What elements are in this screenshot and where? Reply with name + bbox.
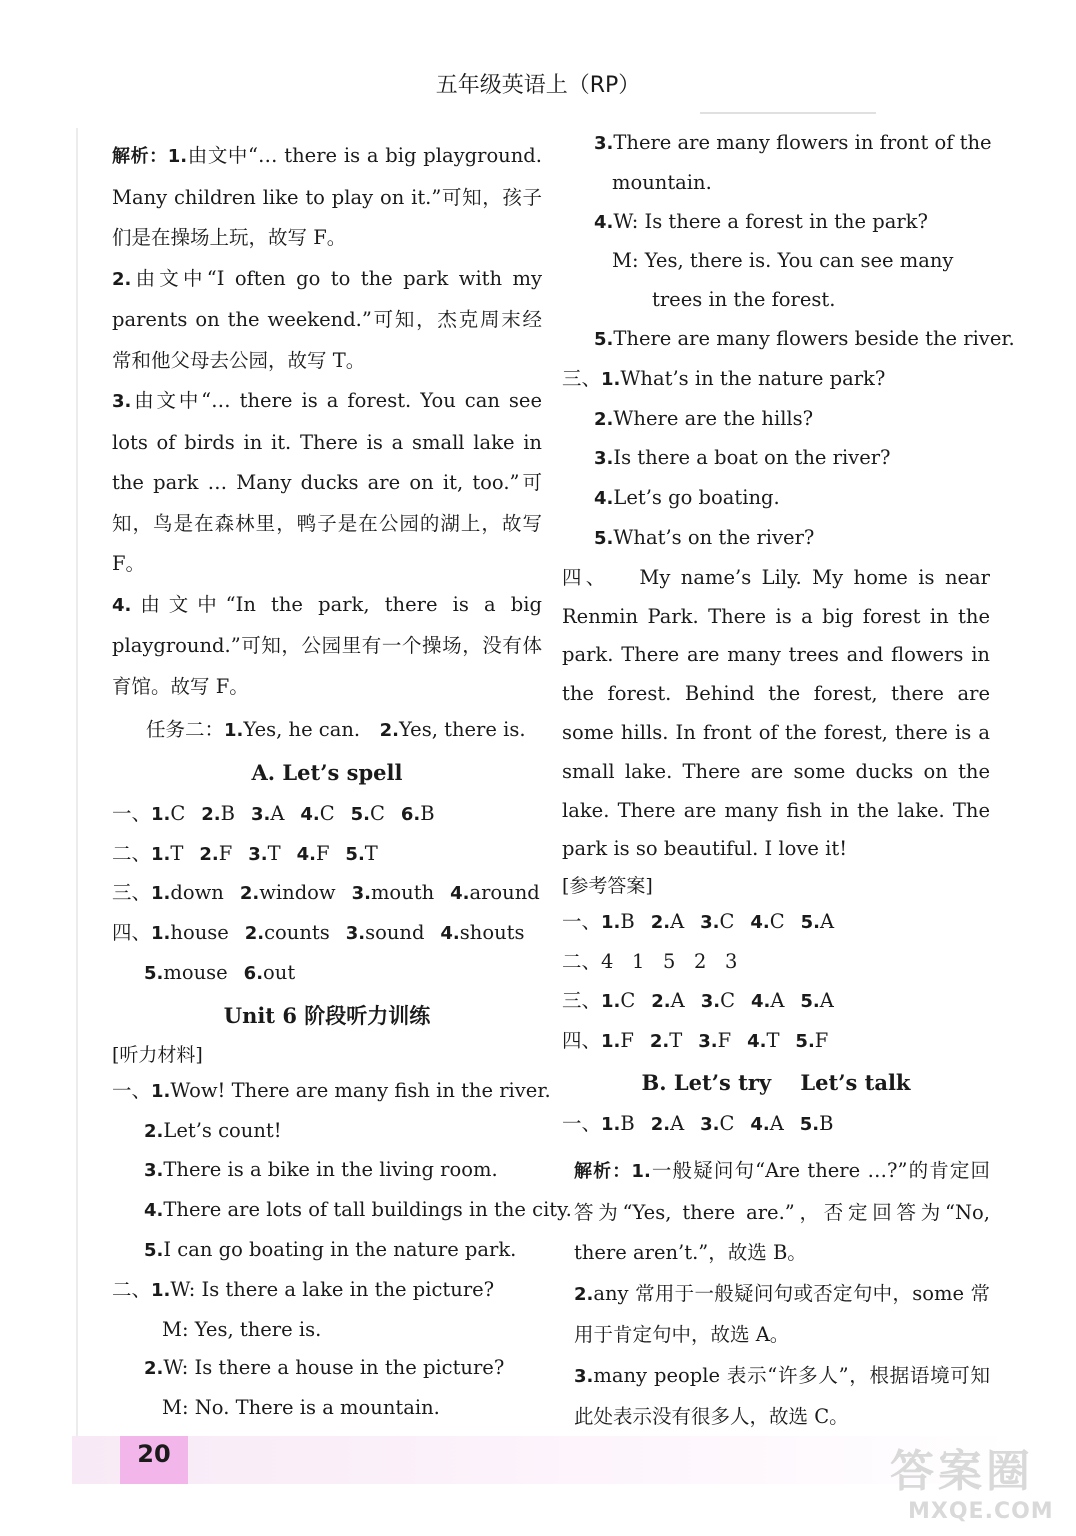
analysis-text: 由文中“… there is a forest. You can see lots of birds in it. There is a small lake in the park … Many ducks are on it, too.”可知，鸟是在森林里，鸭子是在公园的湖上，故写 F。 (112, 389, 542, 575)
line-text: mountain. (612, 170, 712, 194)
text-line (112, 1151, 542, 1191)
item-number: 2. (379, 720, 399, 741)
item-answer: A (770, 988, 785, 1012)
analysis-paragraph (112, 259, 542, 382)
item-number: 3. (351, 883, 371, 905)
item-answer: A (670, 910, 685, 934)
answer-row (112, 954, 542, 994)
item-number: 4. (594, 211, 614, 233)
line-text: W: Is there a forest in the park? (613, 209, 928, 233)
section-heading-unit-6: Unit 6 阶段听力训练 (223, 1002, 431, 1028)
row-label: 二、 (112, 1277, 152, 1301)
item-number: 5. (144, 1239, 164, 1261)
item-answer: C (319, 801, 335, 825)
item-answer: window (259, 881, 336, 905)
item-number: 1. (224, 720, 244, 741)
line-text: What’s on the river? (613, 525, 815, 549)
answer-row (112, 835, 542, 875)
analysis-paragraph (112, 585, 542, 708)
analysis-text: 由文中“I often go to the park with my parents on the weekend.”可知，杰克周末经常和他父母去公园，故写 T。 (112, 266, 542, 372)
reference-answer-label: [参考答案] (562, 875, 653, 898)
text-line (112, 1191, 572, 1231)
item-answer: Yes, there is. (399, 718, 526, 741)
item-number: 1. (601, 1030, 621, 1052)
analysis-paragraph (112, 381, 542, 585)
line-text: Let’s go boating. (613, 486, 780, 510)
line-text: There are many flowers beside the river. (613, 326, 1015, 350)
watermark-title: 答案圈 (890, 1446, 1034, 1497)
item-number: 3. (144, 1160, 164, 1182)
analysis-text: 由文中“… there is a big playground. Many children like to play on it.”可知，孩子们是在操场上玩，故写 F。 (112, 144, 542, 249)
item-answer: A (270, 801, 285, 825)
item-answer: F (814, 1028, 829, 1052)
item-answer: B (620, 1112, 635, 1136)
item-number: 1. (151, 843, 171, 865)
item-number: 2. (112, 268, 132, 290)
section-heading-lets-try-talk: B. Let’s try Let’s talk (641, 1070, 911, 1096)
item-number: 4. (750, 1114, 770, 1136)
analysis-paragraph (574, 1274, 990, 1356)
line-text: M: Yes, there is. (162, 1317, 322, 1341)
item-number: 3. (112, 391, 132, 412)
item-answer: F (620, 1028, 634, 1052)
row-label: 一、 (112, 801, 152, 825)
item-answer: counts (264, 921, 330, 945)
text-line (112, 1389, 542, 1428)
item-number: 1. (151, 803, 171, 825)
item-number: 4. (112, 594, 132, 616)
text-line (112, 1349, 542, 1389)
text-line (112, 1311, 542, 1350)
row-label: 二、 (562, 949, 602, 973)
row-label: 二、 (112, 841, 152, 865)
item-answer: A (769, 1112, 784, 1136)
item-answer: out (263, 960, 296, 984)
page-header: 五年级英语上（RP） (435, 73, 641, 98)
task-two-label: 任务二： (146, 718, 225, 741)
answer-row (112, 795, 542, 835)
analysis-paragraph (112, 136, 542, 259)
item-number: 5. (800, 912, 820, 934)
item-answer: B (420, 801, 435, 825)
item-number: 5. (795, 1030, 815, 1052)
item-answer: B (620, 910, 635, 934)
item-answer: mouse (163, 960, 228, 984)
passage-text: My name’s Lily. My home is near Renmin Park. There is a big forest in the park. There are many trees and flowers in the forest. Behind the forest, there are some hills. In front of the forest, there is a small lake. There are some ducks on the lake. There are many fish in the lake. The park is so beautiful. I love it! (562, 565, 990, 861)
item-number: 解析：1. (574, 1161, 651, 1183)
watermark-logo (890, 1446, 1060, 1532)
answer-row (562, 982, 990, 1022)
item-number: 5. (345, 843, 365, 865)
item-number: 3. (594, 133, 614, 154)
text-line (562, 439, 990, 479)
row-label: 四、 (112, 921, 152, 945)
item-answer: A (670, 1112, 685, 1136)
item-number: 1. (601, 912, 621, 934)
item-number: 3. (250, 803, 271, 825)
ordered-answer: 4 1 5 2 3 (601, 949, 738, 973)
line-text: Is there a boat on the river? (613, 446, 891, 470)
analysis-paragraph (574, 1356, 990, 1438)
item-answer: T (669, 1028, 683, 1052)
item-number: 5. (594, 328, 614, 350)
item-number: 4. (750, 912, 770, 934)
item-number: 2. (201, 803, 221, 825)
analysis-text: any 常用于一般疑问句或否定句中，some 常用于肯定句中，故选 A。 (574, 1281, 990, 1347)
footer-band (72, 1436, 1012, 1484)
item-answer: C (769, 910, 785, 934)
item-answer: Yes, he can. (243, 718, 361, 741)
item-number: 2. (649, 1030, 670, 1052)
item-number: 1. (601, 1114, 621, 1136)
line-text: M: No. There is a mountain. (162, 1396, 440, 1420)
line-text: What’s in the nature park? (620, 366, 886, 390)
left-margin-rule (76, 128, 78, 1438)
text-line (562, 479, 990, 519)
header-rule (700, 112, 876, 114)
item-answer: F (717, 1028, 732, 1052)
row-label: 一、 (562, 1112, 602, 1136)
item-answer: shouts (459, 921, 525, 945)
item-answer: F (218, 841, 233, 865)
item-number: 6. (243, 962, 264, 984)
passage-paragraph (562, 559, 990, 869)
item-answer: C (720, 988, 735, 1012)
row-label: 一、 (112, 1078, 152, 1102)
item-answer: T (170, 841, 184, 865)
text-line (562, 124, 990, 164)
row-label: 四、 (562, 1028, 602, 1052)
item-number: 1. (151, 1279, 171, 1301)
item-number: 3. (594, 448, 614, 470)
line-text: There are lots of tall buildings in the city. (163, 1198, 572, 1222)
item-number: 4. (300, 803, 320, 825)
line-text: Wow! There are many fish in the river. (170, 1078, 551, 1102)
item-number: 2. (144, 1358, 164, 1380)
analysis-text: many people 表示“许多人”，根据语境可知此处表示没有很多人，故选 C。 (574, 1363, 990, 1429)
item-number: 5. (800, 990, 820, 1012)
text-line (562, 242, 990, 281)
text-line (562, 519, 990, 559)
item-number: 1. (151, 1080, 171, 1102)
line-text: Let’s count! (163, 1118, 282, 1142)
page-number: 20 (137, 1440, 171, 1468)
item-number: 解析：1. (112, 146, 188, 167)
item-answer: C (719, 910, 735, 934)
left-column (112, 136, 572, 1428)
item-answer: T (267, 841, 281, 865)
answer-row (562, 943, 990, 982)
section-heading-lets-spell: A. Let’s spell (251, 759, 403, 785)
line-text: There is a bike in the living room. (163, 1158, 498, 1182)
analysis-text: 一般疑问句“Are there …?”的肯定回答为“Yes, there are.”，否定回答为“No, there aren’t.”，故选 B。 (574, 1159, 990, 1265)
item-answer: T (766, 1028, 780, 1052)
item-number: 1. (151, 923, 171, 945)
item-number: 2. (650, 912, 671, 934)
item-answer: A (670, 988, 685, 1012)
item-answer: C (620, 988, 636, 1012)
item-number: 3. (698, 1030, 718, 1052)
item-answer: A (819, 988, 834, 1012)
row-label: 四、 (562, 565, 610, 589)
item-number: 4. (144, 1200, 164, 1222)
text-line (112, 1271, 542, 1311)
item-number: 5. (799, 1114, 820, 1136)
item-number: 3. (700, 990, 721, 1012)
item-number: 5. (594, 527, 614, 549)
item-number: 4. (747, 1030, 767, 1052)
item-number: 1. (601, 368, 621, 390)
text-line (562, 360, 990, 400)
item-number: 3. (700, 1114, 720, 1136)
row-label: 三、 (112, 881, 152, 905)
item-answer: mouth (370, 881, 435, 905)
item-answer: C (719, 1112, 735, 1136)
item-number: 2. (651, 990, 671, 1012)
item-number: 2. (650, 1114, 671, 1136)
watermark-url: MXQE.COM (908, 1499, 1054, 1524)
line-text: W: Is there a lake in the picture? (170, 1277, 495, 1301)
item-number: 4. (594, 488, 614, 510)
listening-material-label: [听力材料] (112, 1043, 203, 1066)
item-answer: A (819, 910, 835, 934)
item-number: 2. (199, 843, 219, 865)
text-line (562, 400, 990, 440)
task-two-line (112, 711, 542, 751)
answer-row (562, 1022, 990, 1062)
line-text: Where are the hills? (613, 406, 814, 430)
item-number: 2. (239, 883, 260, 905)
item-number: 5. (144, 962, 164, 984)
item-number: 3. (345, 923, 366, 945)
line-text: W: Is there a house in the picture? (163, 1356, 505, 1380)
answer-row (112, 874, 542, 914)
item-answer: around (469, 881, 540, 905)
item-number: 5. (350, 803, 370, 825)
item-number: 1. (151, 883, 171, 905)
item-number: 4. (750, 990, 771, 1012)
item-number: 4. (440, 923, 460, 945)
item-number: 4. (450, 883, 470, 905)
row-label: 一、 (562, 910, 602, 934)
item-number: 2. (574, 1283, 594, 1305)
text-line (112, 1072, 551, 1112)
item-answer: C (369, 801, 385, 825)
text-line (562, 281, 990, 320)
answer-row (112, 914, 542, 954)
analysis-text: 由文中“In the park, there is a big playground.”可知，公园里有一个操场，没有体育馆。故写 F。 (112, 592, 542, 698)
right-column (562, 124, 1015, 1444)
analysis-paragraph (574, 1151, 990, 1274)
answer-row (562, 903, 990, 943)
analysis-block (562, 1145, 990, 1444)
item-answer: sound (365, 921, 425, 945)
item-answer: F (315, 841, 330, 865)
item-number: 3. (248, 843, 268, 865)
item-answer: B (220, 801, 235, 825)
item-answer: T (364, 841, 378, 865)
item-number: 2. (244, 923, 265, 945)
item-number: 2. (144, 1120, 164, 1142)
item-number: 4. (296, 843, 316, 865)
item-answer: B (819, 1112, 834, 1136)
row-label: 三、 (562, 366, 602, 390)
line-text: M: Yes, there is. You can see many (612, 249, 954, 273)
text-line (112, 1112, 542, 1152)
item-number: 3. (574, 1365, 594, 1387)
text-line (112, 1231, 542, 1271)
text-line (562, 203, 990, 243)
text-line (562, 320, 1015, 360)
item-number: 2. (594, 408, 614, 430)
item-answer: C (170, 801, 186, 825)
answer-row (562, 1105, 990, 1145)
item-number: 6. (400, 803, 421, 825)
item-answer: down (170, 881, 224, 905)
item-number: 1. (601, 990, 621, 1012)
line-text: There are many flowers in front of the (613, 131, 992, 154)
text-line (562, 164, 990, 203)
item-number: 3. (700, 912, 720, 934)
row-label: 三、 (562, 988, 602, 1012)
item-answer: house (170, 921, 229, 945)
line-text: trees in the forest. (652, 288, 836, 312)
line-text: I can go boating in the nature park. (163, 1237, 517, 1261)
